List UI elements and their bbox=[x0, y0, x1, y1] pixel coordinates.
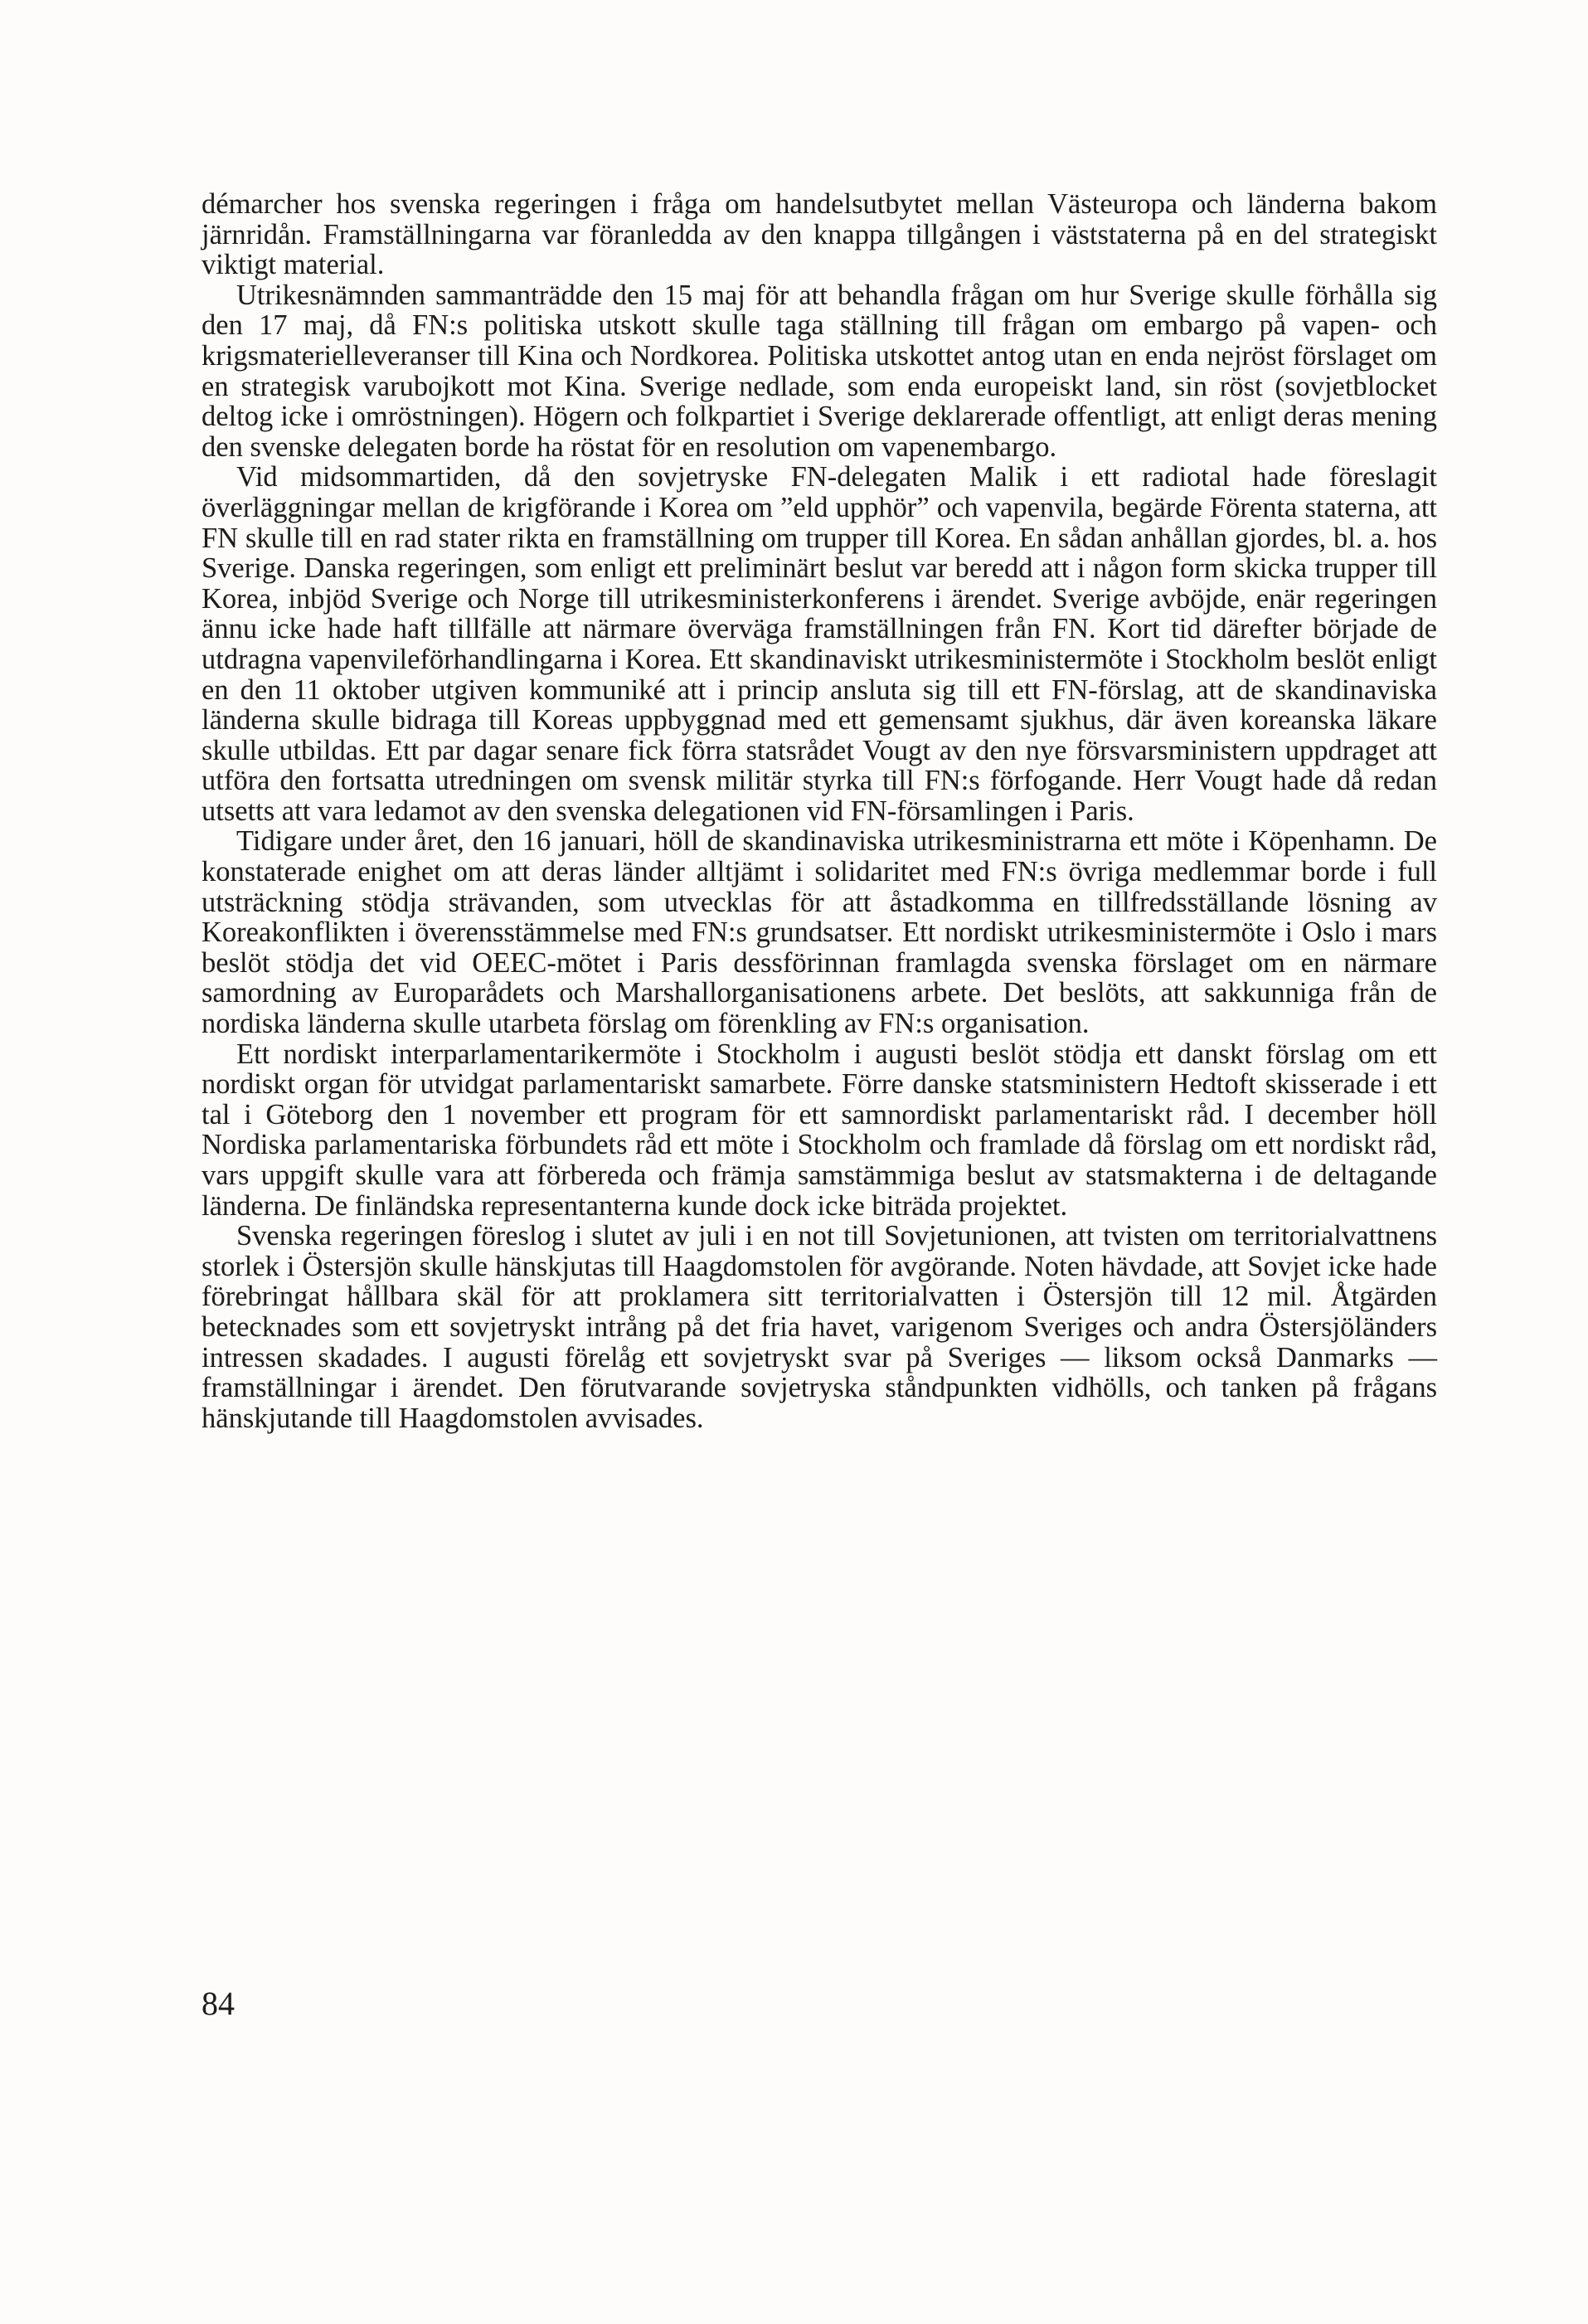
paragraph-kopenhamn: Tidigare under året, den 16 januari, höll de skandinaviska utrikesministrarna ett möte i Köpenhamn. De konstaterade enighet om att deras länder alltjämt i solidaritet med FN:s övriga medlemmar borde i full utsträckning stödja strävanden, som utvecklas för att åstadkomma en tillfredsställande lösning av Koreakonflikten i överensstämmelse med FN:s grundsatser. Ett nordiskt utrikesministermöte i Oslo i mars beslöt stödja det vid OEEC-mötet i Paris dessförinnan framlagda svenska förslaget om en närmare samordning av Europarådets och Marshallorganisationens arbete. Det beslöts, att sakkunniga från de nordiska länderna skulle utarbeta förslag om förenkling av FN:s organisation. bbox=[202, 825, 1437, 1040]
paragraph-interparlamentariker: Ett nordiskt interparlamentarikermöte i Stockholm i augusti beslöt stödja ett danskt förslag om ett nordiskt organ för utvidgat parlamentariskt samarbete. Förre danske statsministern Hedtoft skisserade i ett tal i Göteborg den 1 november ett program för ett samnordiskt parlamentariskt råd. I december höll Nordiska parlamentariska förbundets råd ett möte i Stockholm och framlade då förslag om ett nordiskt råd, vars uppgift skulle vara att förbereda och främja samstämmiga beslut av statsmakterna i de deltagande länderna. De finländska representanterna kunde dock icke biträda projektet. bbox=[202, 1038, 1437, 1222]
paragraph-utrikesnamnden: Utrikesnämnden sammanträdde den 15 maj för att behandla frågan om hur Sverige skulle förhålla sig den 17 maj, då FN:s politiska utskott skulle taga ställning till frågan om embargo på vapen- och krigsmaterielleveranser till Kina och Nordkorea. Politiska utskottet antog utan en enda nejröst förslaget om en strategisk varubojkott mot Kina. Sverige nedlade, som enda europeiskt land, sin röst (sovjetblocket deltog icke i omröstningen). Högern och folkpartiet i Sverige deklarerade offentligt, att enligt deras mening den svenske delegaten borde ha röstat för en resolution om vapenembargo. bbox=[202, 279, 1437, 463]
body-text bbox=[202, 189, 1437, 1433]
paragraph-continuation: démarcher hos svenska regeringen i fråga om handelsutbytet mellan Västeuropa och länderna bakom järnridån. Framställningarna var föranledda av den knappa tillgången i väststaterna på en del strategiskt viktigt material. bbox=[202, 188, 1437, 281]
page-number: 84 bbox=[202, 1985, 235, 2022]
paragraph-midsommartiden: Vid midsommartiden, då den sovjetryske FN-delegaten Malik i ett radiotal hade föreslagit överläggningar mellan de krigförande i Korea om ”eld upphör” och vapenvila, begärde Förenta staterna, att FN skulle till en rad stater rikta en framställning om trupper till Korea. En sådan anhållan gjordes, bl. a. hos Sverige. Danska regeringen, som enligt ett preliminärt beslut var beredd att i någon form skicka trupper till Korea, inbjöd Sverige och Norge till utrikesministerkonferens i ärendet. Sverige avböjde, enär regeringen ännu icke hade haft tillfälle att närmare överväga framställningen från FN. Kort tid därefter började de utdragna vapenvileförhandlingarna i Korea. Ett skandinaviskt utrikesministermöte i Stockholm beslöt enligt en den 11 oktober utgiven kommuniké att i princip ansluta sig till ett FN-förslag, att de skandinaviska länderna skulle bidraga till Koreas uppbyggnad med ett gemensamt sjukhus, där även koreanska läkare skulle utbildas. Ett par dagar senare fick förra statsrådet Vougt av den nye försvarsministern uppdraget att utföra den fortsatta utredningen om svensk militär styrka till FN:s förfogande. Herr Vougt hade då redan utsetts att vara ledamot av den svenska delegationen vid FN-församlingen i Paris. bbox=[202, 461, 1437, 827]
paragraph-territorialvatten: Svenska regeringen föreslog i slutet av juli i en not till Sovjetunionen, att tvisten om territorialvattnens storlek i Östersjön skulle hänskjutas till Haagdomstolen för avgörande. Noten hävdade, att Sovjet icke hade förebringat hållbara skäl för att proklamera sitt territorialvatten i Östersjön till 12 mil. Åtgärden betecknades som ett sovjetryskt intrång på det fria havet, varigenom Sveriges och andra Östersjöländers intressen skadades. I augusti förelåg ett sovjetryskt svar på Sveriges — liksom också Danmarks — framställningar i ärendet. Den förutvarande sovjetryska ståndpunkten vidhölls, och tanken på frågans hänskjutande till Haagdomstolen avvisades. bbox=[202, 1220, 1437, 1434]
